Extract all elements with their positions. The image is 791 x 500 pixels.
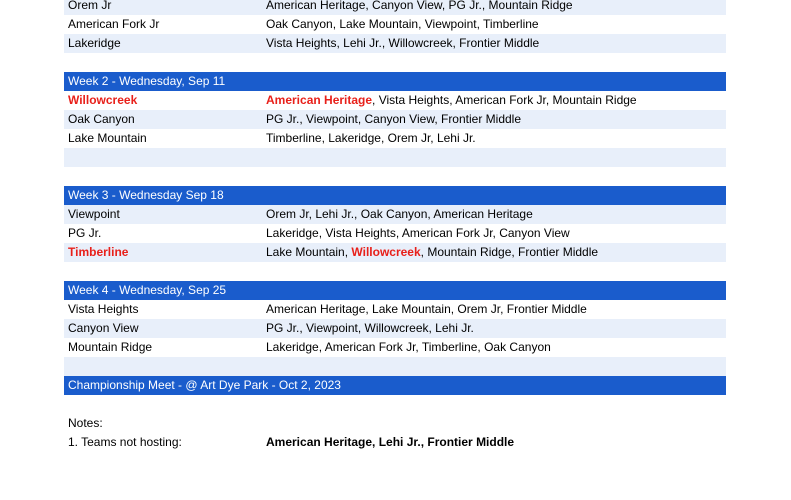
notes-label: 1. Teams not hosting: — [68, 435, 182, 449]
visiting-teams-rest: , Vista Heights, American Fork Jr, Mountain Ridge — [372, 93, 637, 107]
table-row — [64, 205, 726, 224]
week-header: Week 3 - Wednesday Sep 18 — [64, 186, 726, 205]
visiting-teams — [262, 91, 726, 110]
visiting-teams: Oak Canyon, Lake Mountain, Viewpoint, Timberline — [266, 17, 539, 31]
notes-title-row — [64, 414, 726, 433]
visiting-teams: PG Jr., Viewpoint, Willowcreek, Lehi Jr. — [266, 321, 474, 335]
visiting-teams-pre: Lake Mountain, — [266, 245, 352, 259]
visiting-teams: Lakeridge, American Fork Jr, Timberline, Oak Canyon — [266, 340, 551, 354]
week-header: Week 4 - Wednesday, Sep 25 — [64, 281, 726, 300]
visiting-teams: PG Jr., Viewpoint, Canyon View, Frontier Middle — [266, 112, 522, 126]
visiting-teams — [262, 243, 726, 262]
highlighted-team: American Heritage — [266, 93, 373, 107]
table-row — [64, 129, 726, 148]
visiting-teams: American Heritage, Lake Mountain, Orem Jr, Frontier Middle — [266, 302, 587, 316]
table-row — [64, 300, 726, 319]
home-team: Lakeridge — [68, 36, 121, 50]
notes-value: American Heritage, Lehi Jr., Frontier Middle — [266, 435, 515, 449]
championship-header: Championship Meet - @ Art Dye Park - Oct 2, 2023 — [64, 376, 726, 395]
blank-row — [64, 357, 726, 376]
spacer — [64, 395, 726, 414]
table-row — [64, 243, 726, 262]
home-team: Canyon View — [68, 321, 139, 335]
home-team: PG Jr. — [68, 226, 102, 240]
visiting-teams: American Heritage, Canyon View, PG Jr., Mountain Ridge — [266, 0, 573, 12]
home-team: Viewpoint — [68, 207, 120, 221]
notes-title: Notes: — [68, 416, 103, 430]
home-team: Orem Jr — [68, 0, 112, 12]
week-header: Week 2 - Wednesday, Sep 11 — [64, 72, 726, 91]
home-team: Oak Canyon — [68, 112, 135, 126]
spacer — [64, 262, 726, 281]
table-row — [64, 0, 726, 15]
home-team: Vista Heights — [68, 302, 139, 316]
home-team: Lake Mountain — [68, 131, 147, 145]
spacer — [64, 167, 726, 186]
table-row — [64, 224, 726, 243]
table-row — [64, 110, 726, 129]
home-team: Timberline — [68, 245, 129, 259]
visiting-teams-post: , Mountain Ridge, Frontier Middle — [420, 245, 599, 259]
table-row — [64, 15, 726, 34]
home-team: American Fork Jr — [68, 17, 160, 31]
visiting-teams: Lakeridge, Vista Heights, American Fork Jr, Canyon View — [266, 226, 570, 240]
visiting-teams: Vista Heights, Lehi Jr., Willowcreek, Frontier Middle — [266, 36, 540, 50]
table-row — [64, 34, 726, 53]
home-team: Willowcreek — [68, 93, 138, 107]
spacer — [64, 53, 726, 72]
table-row — [64, 319, 726, 338]
notes-row — [64, 433, 726, 452]
highlighted-team: Willowcreek — [351, 245, 421, 259]
visiting-teams: Orem Jr, Lehi Jr., Oak Canyon, American Heritage — [266, 207, 533, 221]
blank-row — [64, 148, 726, 167]
table-row — [64, 338, 726, 357]
visiting-teams: Timberline, Lakeridge, Orem Jr, Lehi Jr. — [266, 131, 476, 145]
home-team: Mountain Ridge — [68, 340, 153, 354]
schedule-sheet — [64, 0, 726, 452]
table-row — [64, 91, 726, 110]
